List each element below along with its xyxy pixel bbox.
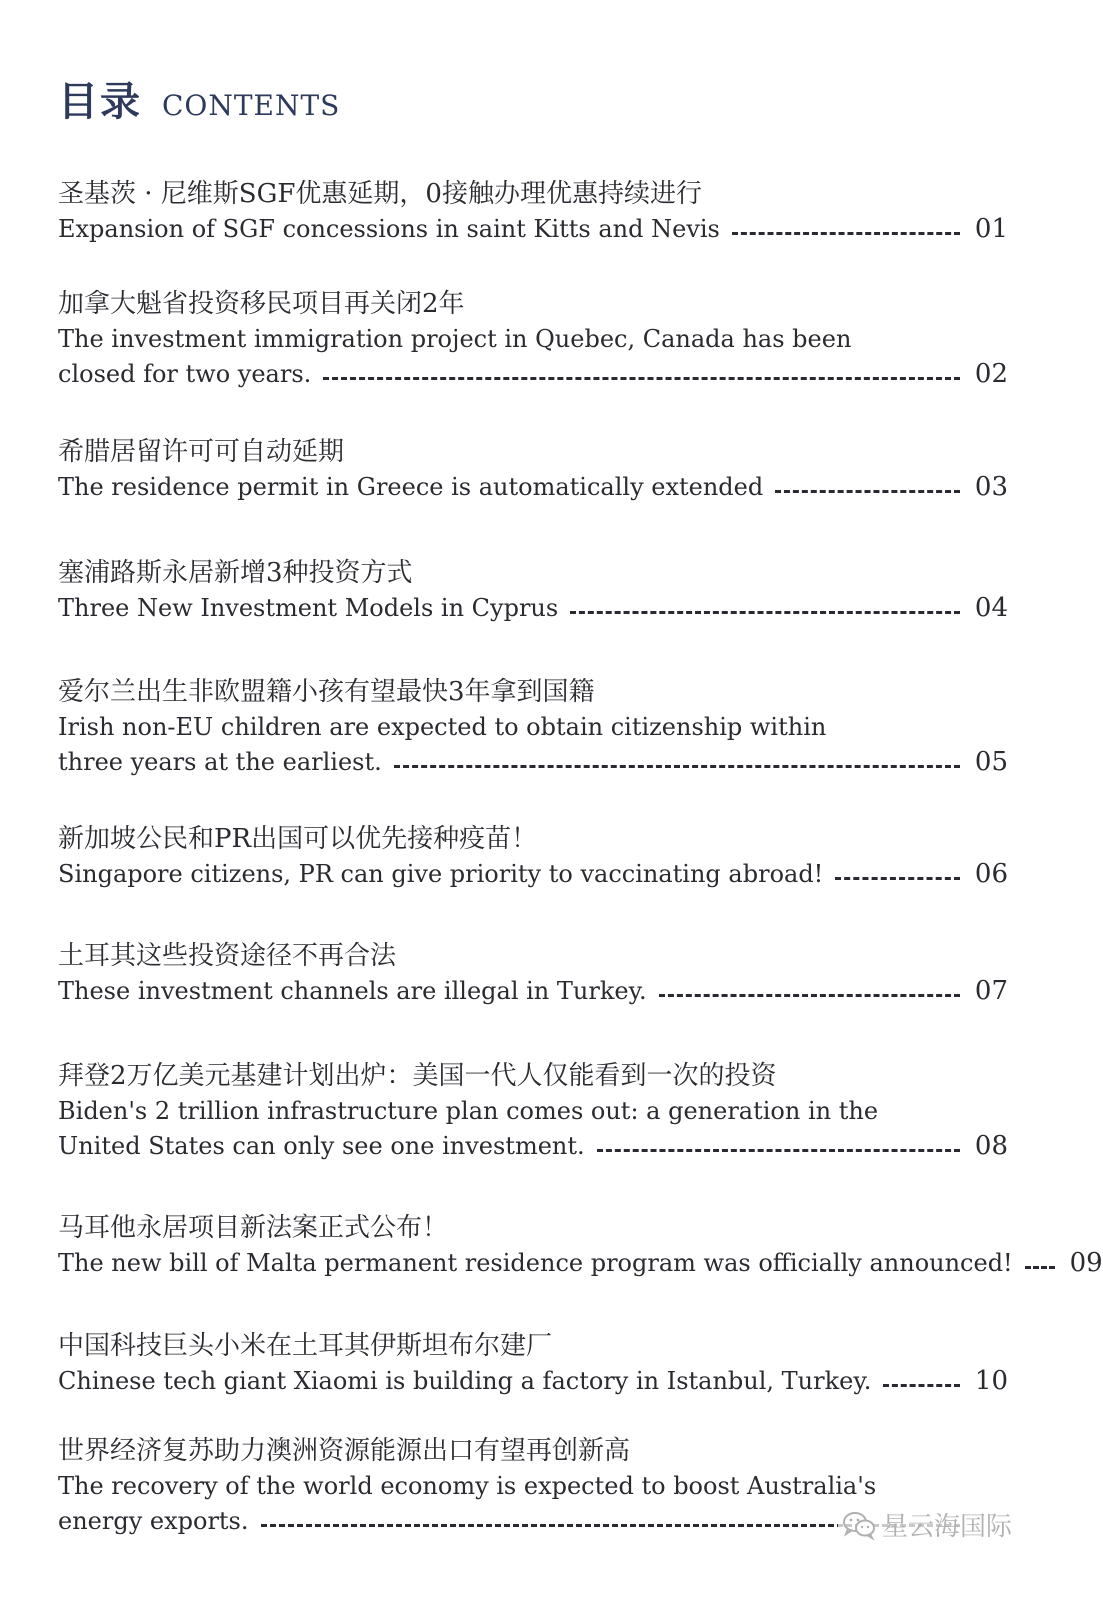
dotted-leader	[775, 490, 960, 493]
entry-title-en: Irish non-EU children are expected to obtain citizenship within	[58, 713, 827, 741]
wechat-icon	[842, 1511, 876, 1539]
entry-page-number: 01	[974, 214, 1008, 244]
heading-en: CONTENTS	[162, 89, 341, 122]
entry-page-number: 04	[974, 593, 1008, 623]
toc-entry[interactable]	[58, 286, 1008, 392]
entry-line	[58, 1246, 1103, 1281]
entry-line	[58, 1364, 1008, 1399]
dotted-leader	[732, 232, 960, 235]
entry-title-en: The recovery of the world economy is expected to boost Australia's	[58, 1472, 877, 1500]
toc-entry[interactable]	[58, 938, 1008, 1009]
dotted-leader	[394, 765, 960, 768]
watermark-text: 星云海国际	[881, 1512, 1012, 1542]
entry-title-cn: 希腊居留许可可自动延期	[58, 437, 345, 467]
entry-line	[58, 470, 1008, 505]
entry-title-en: The investment immigration project in Quebec, Canada has been	[58, 325, 852, 353]
entry-line	[58, 1094, 1008, 1129]
watermark	[838, 1504, 1016, 1545]
dotted-leader	[883, 1384, 960, 1387]
entry-title-en: energy exports.	[58, 1507, 249, 1535]
entry-line	[58, 591, 1008, 626]
entry-line	[58, 212, 1008, 247]
toc-entry[interactable]	[58, 1328, 1008, 1399]
entry-line	[58, 710, 1008, 745]
entry-line	[58, 322, 1008, 357]
dotted-leader	[1025, 1266, 1055, 1269]
toc-entry[interactable]	[58, 674, 1008, 780]
dotted-leader	[597, 1149, 960, 1152]
toc-entry[interactable]	[58, 1210, 1103, 1281]
entry-title-en: The residence permit in Greece is automatically extended	[58, 473, 764, 501]
entry-title-en: The new bill of Malta permanent residence program was officially announced!	[58, 1249, 1013, 1277]
entry-title-en: United States can only see one investment.	[58, 1132, 585, 1160]
entry-line	[58, 857, 1008, 892]
entry-title-cn: 土耳其这些投资途径不再合法	[58, 941, 397, 971]
contents-heading	[58, 70, 340, 127]
heading-cn: 目录	[58, 78, 142, 125]
entry-title-cn: 加拿大魁省投资移民项目再关闭2年	[58, 289, 465, 319]
entry-title-cn: 中国科技巨头小米在土耳其伊斯坦布尔建厂	[58, 1331, 553, 1361]
toc-entry[interactable]	[58, 176, 1008, 247]
entry-title-en: Singapore citizens, PR can give priority to vaccinating abroad!	[58, 860, 824, 888]
dotted-leader	[659, 994, 960, 997]
dotted-leader	[323, 377, 960, 380]
toc-entry[interactable]	[58, 555, 1008, 626]
entry-line	[58, 357, 1008, 392]
entry-page-number: 05	[974, 747, 1008, 777]
entry-line	[58, 745, 1008, 780]
entry-line	[58, 1129, 1008, 1164]
entry-title-en: Three New Investment Models in Cyprus	[58, 594, 559, 622]
entry-title-en: Biden's 2 trillion infrastructure plan comes out: a generation in the	[58, 1097, 879, 1125]
entry-page-number: 09	[1069, 1248, 1103, 1278]
entry-title-cn: 拜登2万亿美元基建计划出炉：美国一代人仅能看到一次的投资	[58, 1061, 777, 1091]
entry-page-number: 10	[974, 1366, 1008, 1396]
entry-title-cn: 新加坡公民和PR出国可以优先接种疫苗！	[58, 824, 538, 854]
entry-page-number: 03	[974, 472, 1008, 502]
entry-line	[58, 974, 1008, 1009]
entry-page-number: 08	[974, 1131, 1008, 1161]
entry-title-en: Expansion of SGF concessions in saint Kitts and Nevis	[58, 215, 720, 243]
entry-title-cn: 世界经济复苏助力澳洲资源能源出口有望再创新高	[58, 1436, 631, 1466]
entry-page-number: 02	[974, 359, 1008, 389]
toc-entry[interactable]	[58, 434, 1008, 505]
toc-entry[interactable]	[58, 1058, 1008, 1164]
entry-title-cn: 马耳他永居项目新法案正式公布！	[58, 1213, 449, 1243]
entry-title-cn: 塞浦路斯永居新增3种投资方式	[58, 558, 413, 588]
dotted-leader	[835, 877, 960, 880]
entry-title-en: These investment channels are illegal in Turkey.	[58, 977, 647, 1005]
entry-title-en: three years at the earliest.	[58, 748, 382, 776]
toc-entry[interactable]	[58, 821, 1008, 892]
dotted-leader	[570, 611, 960, 614]
entry-page-number: 06	[974, 859, 1008, 889]
entry-title-en: closed for two years.	[58, 360, 312, 388]
entry-page-number: 07	[974, 976, 1008, 1006]
entry-title-cn: 圣基茨 · 尼维斯SGF优惠延期，0接触办理优惠持续进行	[58, 179, 702, 209]
entry-title-cn: 爱尔兰出生非欧盟籍小孩有望最快3年拿到国籍	[58, 677, 595, 707]
entry-line	[58, 1469, 1008, 1504]
entry-title-en: Chinese tech giant Xiaomi is building a factory in Istanbul, Turkey.	[58, 1367, 872, 1395]
